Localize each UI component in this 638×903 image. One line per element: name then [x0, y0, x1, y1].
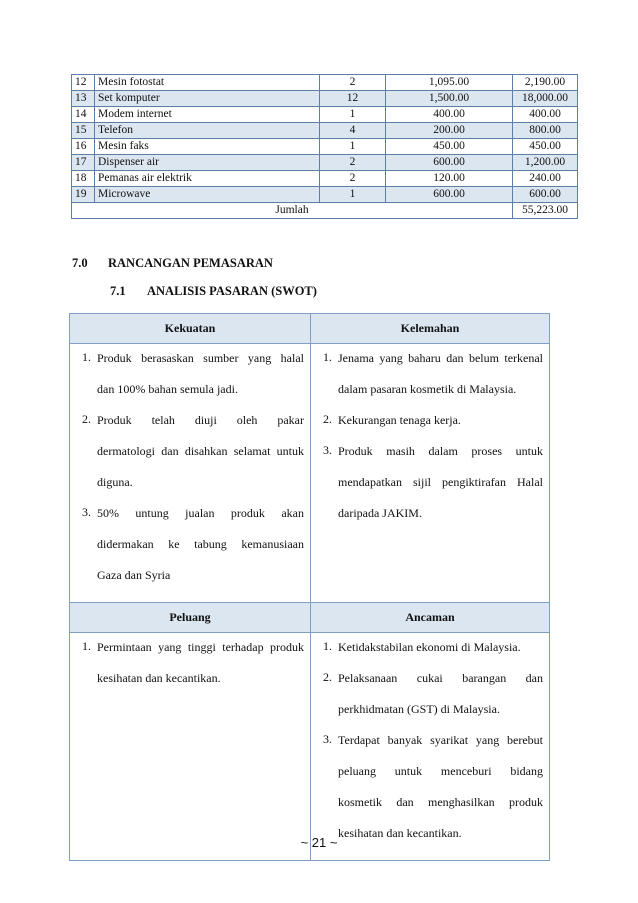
point-number: 1.	[82, 350, 91, 364]
point-text	[97, 412, 304, 505]
peluang-header: Peluang	[70, 603, 311, 633]
row-number: 14	[72, 107, 95, 123]
item-name: Mesin faks	[95, 139, 320, 155]
unit-price: 200.00	[386, 123, 513, 139]
page-number: ~ 21 ~	[300, 835, 338, 850]
point-line: didermakan ke tabung kemanusiaan	[97, 537, 304, 551]
unit-price: 1,095.00	[386, 75, 513, 91]
point-line: Ketidakstabilan ekonomi di Malaysia.	[338, 640, 521, 654]
swot-table	[69, 313, 550, 861]
row-number: 15	[72, 123, 95, 139]
swot-point	[311, 412, 543, 443]
row-number: 17	[72, 155, 95, 171]
point-number: 1.	[82, 639, 91, 653]
row-number: 19	[72, 187, 95, 203]
point-line: Produk telah diuji oleh pakar	[97, 413, 304, 427]
total-price: 400.00	[513, 107, 578, 123]
total-row	[72, 203, 578, 219]
total-price: 600.00	[513, 187, 578, 203]
equipment-row	[72, 91, 578, 107]
point-line: kesihatan dan kecantikan.	[97, 671, 221, 685]
kelemahan-cell	[311, 344, 550, 603]
quantity: 1	[320, 187, 386, 203]
quantity: 4	[320, 123, 386, 139]
quantity: 12	[320, 91, 386, 107]
unit-price: 450.00	[386, 139, 513, 155]
kelemahan-list	[311, 344, 549, 540]
equipment-row	[72, 139, 578, 155]
item-name: Microwave	[95, 187, 320, 203]
swot-point	[311, 670, 543, 732]
quantity: 1	[320, 139, 386, 155]
point-line: daripada JAKIM.	[338, 506, 422, 520]
row-number: 12	[72, 75, 95, 91]
subsection-heading	[110, 284, 317, 299]
point-number: 2.	[82, 412, 91, 426]
point-text	[338, 443, 543, 536]
section-number: 7.0	[72, 256, 88, 270]
equipment-row	[72, 107, 578, 123]
point-text	[97, 639, 304, 701]
equipment-row	[72, 75, 578, 91]
quantity: 2	[320, 171, 386, 187]
section-title: RANCANGAN PEMASARAN	[108, 256, 273, 270]
swot-point	[70, 350, 304, 412]
unit-price: 120.00	[386, 171, 513, 187]
unit-price: 400.00	[386, 107, 513, 123]
peluang-list	[70, 633, 310, 705]
point-line: diguna.	[97, 475, 133, 489]
kekuatan-header: Kekuatan	[70, 314, 311, 344]
equipment-row	[72, 155, 578, 171]
point-line: Jenama yang baharu dan belum terkenal	[338, 351, 543, 365]
point-line: Permintaan yang tinggi terhadap produk	[97, 640, 304, 654]
point-line: Produk masih dalam proses untuk	[338, 444, 543, 458]
point-number: 2.	[323, 412, 332, 426]
subsection-number: 7.1	[110, 284, 126, 298]
total-price: 240.00	[513, 171, 578, 187]
total-price: 800.00	[513, 123, 578, 139]
point-line: dalam pasaran kosmetik di Malaysia.	[338, 382, 517, 396]
ancaman-cell	[311, 633, 550, 861]
total-label: Jumlah	[72, 203, 513, 219]
point-number: 1.	[323, 350, 332, 364]
row-number: 13	[72, 91, 95, 107]
point-line: kosmetik dan menghasilkan produk	[338, 795, 543, 809]
point-line: Kekurangan tenaga kerja.	[338, 413, 461, 427]
point-line: mendapatkan sijil pengiktirafan Halal	[338, 475, 543, 489]
point-line: dermatologi dan disahkan selamat untuk	[97, 444, 304, 458]
point-text	[97, 350, 304, 412]
ancaman-header: Ancaman	[311, 603, 550, 633]
point-number: 2.	[323, 670, 332, 684]
point-text	[97, 505, 304, 598]
quantity: 2	[320, 155, 386, 171]
row-number: 18	[72, 171, 95, 187]
item-name: Mesin fotostat	[95, 75, 320, 91]
point-line: 50% untung jualan produk akan	[97, 506, 304, 520]
total-price: 450.00	[513, 139, 578, 155]
unit-price: 600.00	[386, 187, 513, 203]
point-number: 3.	[82, 505, 91, 519]
equipment-row	[72, 123, 578, 139]
point-number: 3.	[323, 732, 332, 746]
swot-point	[70, 412, 304, 505]
equipment-table-body	[72, 75, 578, 203]
equipment-row	[72, 171, 578, 187]
point-line: Terdapat banyak syarikat yang berebut	[338, 733, 543, 747]
point-line: peluang untuk menceburi bidang	[338, 764, 543, 778]
point-line: kesihatan dan kecantikan.	[338, 826, 462, 840]
total-price: 18,000.00	[513, 91, 578, 107]
unit-price: 600.00	[386, 155, 513, 171]
item-name: Pemanas air elektrik	[95, 171, 320, 187]
section-heading	[72, 256, 273, 271]
point-text	[338, 350, 543, 412]
point-text	[338, 639, 543, 670]
swot-point	[311, 443, 543, 536]
swot-point	[70, 505, 304, 598]
unit-price: 1,500.00	[386, 91, 513, 107]
item-name: Modem internet	[95, 107, 320, 123]
total-price: 1,200.00	[513, 155, 578, 171]
point-line: Pelaksanaan cukai barangan dan	[338, 671, 543, 685]
point-number: 3.	[323, 443, 332, 457]
point-number: 1.	[323, 639, 332, 653]
point-text	[338, 670, 543, 732]
kekuatan-cell	[70, 344, 311, 603]
point-line: perkhidmatan (GST) di Malaysia.	[338, 702, 500, 716]
item-name: Dispenser air	[95, 155, 320, 171]
ancaman-list	[311, 633, 549, 860]
total-value: 55,223.00	[513, 203, 578, 219]
kelemahan-header: Kelemahan	[311, 314, 550, 344]
subsection-title: ANALISIS PASARAN (SWOT)	[147, 284, 317, 298]
item-name: Set komputer	[95, 91, 320, 107]
point-line: Gaza dan Syria	[97, 568, 171, 582]
equipment-table	[71, 74, 578, 219]
quantity: 2	[320, 75, 386, 91]
swot-point	[70, 639, 304, 701]
point-line: Produk berasaskan sumber yang halal	[97, 351, 304, 365]
point-line: dan 100% bahan semula jadi.	[97, 382, 238, 396]
total-price: 2,190.00	[513, 75, 578, 91]
peluang-cell	[70, 633, 311, 861]
row-number: 16	[72, 139, 95, 155]
swot-point	[311, 639, 543, 670]
equipment-row	[72, 187, 578, 203]
point-text	[338, 412, 543, 443]
item-name: Telefon	[95, 123, 320, 139]
swot-point	[311, 350, 543, 412]
quantity: 1	[320, 107, 386, 123]
kekuatan-list	[70, 344, 310, 602]
